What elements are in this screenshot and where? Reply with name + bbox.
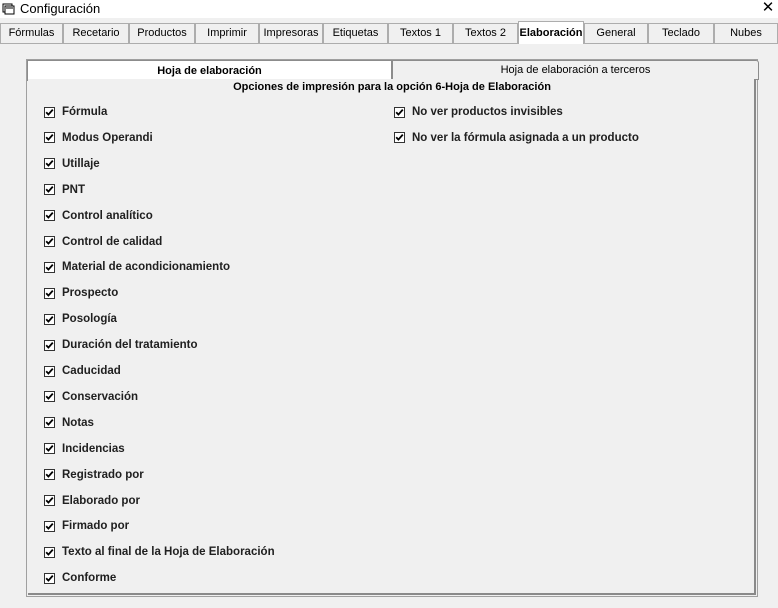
subtab-hoja-elaboracion-terceros[interactable]: Hoja de elaboración a terceros	[392, 60, 759, 80]
checkbox[interactable]	[44, 262, 55, 273]
checkbox[interactable]	[44, 366, 55, 377]
checkbox[interactable]	[44, 495, 55, 506]
option-label: No ver productos invisibles	[412, 106, 563, 118]
option-label: Duración del tratamiento	[62, 339, 198, 352]
tab-imprimir[interactable]: Imprimir	[195, 23, 259, 43]
option-label: Registrado por	[62, 468, 144, 481]
option-label: Fórmula	[62, 106, 108, 118]
option-row[interactable]	[394, 104, 563, 120]
option-label: Texto al final de la Hoja de Elaboración	[62, 546, 275, 559]
tab-textos-2[interactable]: Textos 2	[453, 23, 518, 43]
tab-nubes[interactable]: Nubes	[714, 23, 778, 43]
option-row[interactable]	[44, 104, 107, 120]
option-label: PNT	[62, 183, 85, 196]
option-row[interactable]	[44, 234, 162, 250]
checkbox[interactable]	[44, 210, 55, 221]
option-row[interactable]	[44, 130, 153, 146]
option-label: Elaborado por	[62, 494, 140, 507]
option-label: Firmado por	[62, 520, 130, 533]
options-box	[28, 79, 756, 595]
checkbox[interactable]	[44, 521, 55, 532]
title-bar	[0, 0, 778, 18]
option-label: Caducidad	[62, 365, 121, 377]
option-label: No ver la fórmula asignada a un producto	[412, 131, 639, 144]
section-title: Opciones de impresión para la opción 6-Hoja de Elaboración	[233, 81, 551, 93]
checkbox[interactable]	[44, 417, 55, 428]
elaboracion-panel	[26, 59, 758, 597]
tab-elaboración[interactable]: Elaboración	[518, 21, 584, 44]
option-label: Material de acondicionamiento	[62, 261, 231, 274]
option-label: Notas	[62, 416, 94, 429]
option-label: Conforme	[62, 572, 117, 585]
option-row[interactable]	[44, 415, 94, 431]
tab-productos[interactable]: Productos	[129, 23, 195, 43]
tab-strip	[0, 22, 778, 43]
option-row[interactable]	[44, 389, 138, 405]
checkbox[interactable]	[44, 340, 55, 351]
option-row[interactable]	[44, 544, 275, 560]
option-row[interactable]	[44, 208, 153, 224]
tab-impresoras[interactable]: Impresoras	[259, 23, 323, 43]
app-icon	[2, 2, 15, 15]
checkbox[interactable]	[44, 391, 55, 402]
tab-recetario[interactable]: Recetario	[63, 23, 129, 43]
option-label: Conservación	[62, 390, 139, 403]
option-row[interactable]	[44, 156, 100, 172]
tab-etiquetas[interactable]: Etiquetas	[323, 23, 388, 43]
checkbox[interactable]	[44, 443, 55, 454]
option-row[interactable]	[44, 363, 121, 379]
option-label: Control analítico	[62, 209, 153, 222]
tab-fórmulas[interactable]: Fórmulas	[0, 23, 63, 43]
checkbox[interactable]	[394, 107, 405, 118]
checkbox[interactable]	[44, 547, 55, 558]
option-row[interactable]	[44, 570, 116, 586]
option-row[interactable]	[44, 441, 125, 457]
checkbox[interactable]	[44, 236, 55, 247]
window-title: Configuración	[20, 1, 101, 16]
option-label: Utillaje	[62, 157, 100, 170]
option-label: Modus Operandi	[62, 131, 153, 144]
option-label: Prospecto	[62, 287, 119, 300]
option-row[interactable]	[44, 467, 144, 483]
option-label: Control de calidad	[62, 235, 163, 248]
checkbox[interactable]	[44, 573, 55, 584]
option-row[interactable]	[44, 182, 85, 198]
checkbox[interactable]	[44, 288, 55, 299]
option-row[interactable]	[44, 285, 118, 301]
option-row[interactable]	[44, 337, 197, 353]
checkbox[interactable]	[44, 314, 55, 325]
tab-teclado[interactable]: Teclado	[648, 23, 714, 43]
tab-textos-1[interactable]: Textos 1	[388, 23, 453, 43]
checkbox[interactable]	[44, 184, 55, 195]
checkbox[interactable]	[44, 107, 55, 118]
option-row[interactable]	[44, 259, 230, 275]
option-row[interactable]	[44, 311, 117, 327]
close-icon[interactable]: ✕	[761, 0, 775, 16]
option-row[interactable]	[394, 130, 639, 146]
option-row[interactable]	[44, 493, 140, 509]
option-row[interactable]	[44, 518, 129, 534]
tab-divider	[0, 43, 778, 44]
checkbox[interactable]	[394, 132, 405, 143]
subtab-hoja-elaboracion[interactable]: Hoja de elaboración	[27, 60, 392, 81]
option-label: Posología	[62, 313, 117, 326]
tab-general[interactable]: General	[584, 23, 648, 43]
checkbox[interactable]	[44, 469, 55, 480]
checkbox[interactable]	[44, 132, 55, 143]
checkbox[interactable]	[44, 158, 55, 169]
option-label: Incidencias	[62, 442, 125, 455]
